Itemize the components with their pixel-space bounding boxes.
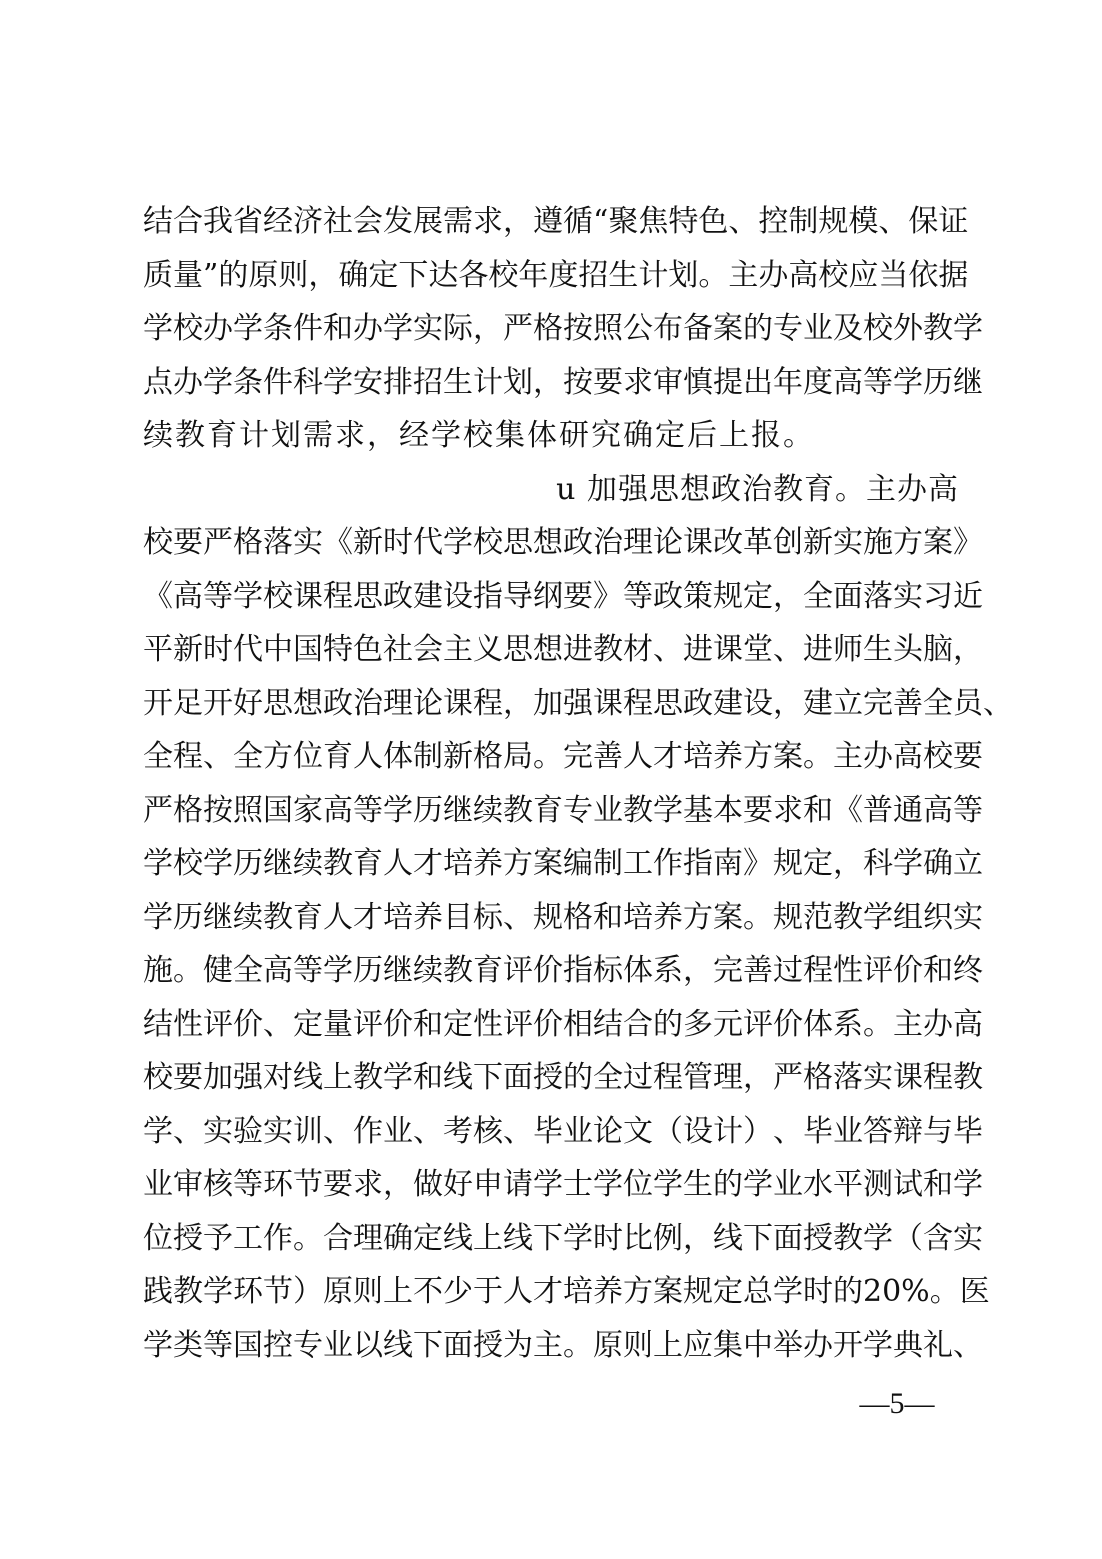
text-line: 严 格 按 照 国 家 高 等 学 历 继 续 教 育 专 业 教 学 基 本 要 求 和 《 普 通 高 等: [143, 792, 983, 828]
body-text: [143, 195, 1013, 1372]
text-line: 学 校 学 历 继 续 教 育 人 才 培 养 方 案 编 制 工 作 指 南 》 规 定 ， 科 学 确 立: [143, 846, 983, 881]
text-line: 《 高 等 学 校 课 程 思 政 建 设 指 导 纲 要 》 等 政 策 规 定 ， 全 面 落 实 习 近: [143, 578, 983, 614]
text-line: 续教育计划需求，经学校集体研究确定后上报。: [143, 418, 815, 453]
text-line: 施 。 健 全 高 等 学 历 继 续 教 育 评 价 指 标 体 系 ， 完 善 过 程 性 评 价 和 终: [143, 953, 983, 988]
text-line: 结 合 我 省 经 济 社 会 发 展 需 求 ， 遵 循 “ 聚 焦 特 色 、 控 制 规 模 、 保 证: [143, 204, 969, 239]
text-line: 校 要 严 格 落 实 《 新 时 代 学 校 思 想 政 治 理 论 课 改 革 创 新 实 施 方 案 》: [143, 525, 983, 560]
text-line: 学 、 实 验 实 训 、 作 业 、 考 核 、 毕 业 论 文 （ 设 计 ） 、 毕 业 答 辩 与 毕: [143, 1113, 983, 1149]
text-line: 校 要 加 强 对 线 上 教 学 和 线 下 面 授 的 全 过 程 管 理 ， 严 格 落 实 课 程 教: [143, 1060, 983, 1095]
page-number: —5—: [859, 1387, 935, 1420]
text-line: 结 性 评 价 、 定 量 评 价 和 定 性 评 价 相 结 合 的 多 元 评 价 体 系 。 主 办 高: [143, 1006, 983, 1042]
section-heading-line: u 加强思想政治教育。主办高: [556, 471, 959, 507]
text-line: 学 校 办 学 条 件 和 办 学 实 际 ， 严 格 按 照 公 布 备 案 的 专 业 及 校 外 教 学: [143, 311, 983, 346]
text-line: 质 量 ” 的 原 则 ， 确 定 下 达 各 校 年 度 招 生 计 划 。 主 办 高 校 应 当 依 据: [143, 257, 969, 293]
text-line: 学 历 继 续 教 育 人 才 培 养 目 标 、 规 格 和 培 养 方 案 。 规 范 教 学 组 织 实: [143, 899, 983, 935]
text-line: 点 办 学 条 件 科 学 安 排 招 生 计 划 ， 按 要 求 审 慎 提 出 年 度 高 等 学 历 继: [143, 364, 983, 400]
text-line: 践 教 学 环 节 ） 原 则 上 不 少 于 人 才 培 养 方 案 规 定 总 学 时 的 20% 。 医: [143, 1274, 990, 1309]
text-line: 业 审 核 等 环 节 要 求 ， 做 好 申 请 学 士 学 位 学 生 的 学 业 水 平 测 试 和 学: [143, 1167, 983, 1202]
text-line: 开 足 开 好 思 想 政 治 理 论 课 程 ， 加 强 课 程 思 政 建 设 ， 建 立 完 善 全 员 、: [143, 685, 1013, 721]
text-line: 位 授 予 工 作 。 合 理 确 定 线 上 线 下 学 时 比 例 ， 线 下 面 授 教 学 （ 含 实: [143, 1220, 983, 1256]
text-line: 平 新 时 代 中 国 特 色 社 会 主 义 思 想 进 教 材 、 进 课 堂 、 进 师 生 头 脑 ，: [143, 632, 983, 667]
text-line: 全 程 、 全 方 位 育 人 体 制 新 格 局 。 完 善 人 才 培 养 方 案 。 主 办 高 校 要: [143, 739, 983, 774]
text-line: 学 类 等 国 控 专 业 以 线 下 面 授 为 主 。 原 则 上 应 集 中 举 办 开 学 典 礼 、: [143, 1327, 983, 1363]
